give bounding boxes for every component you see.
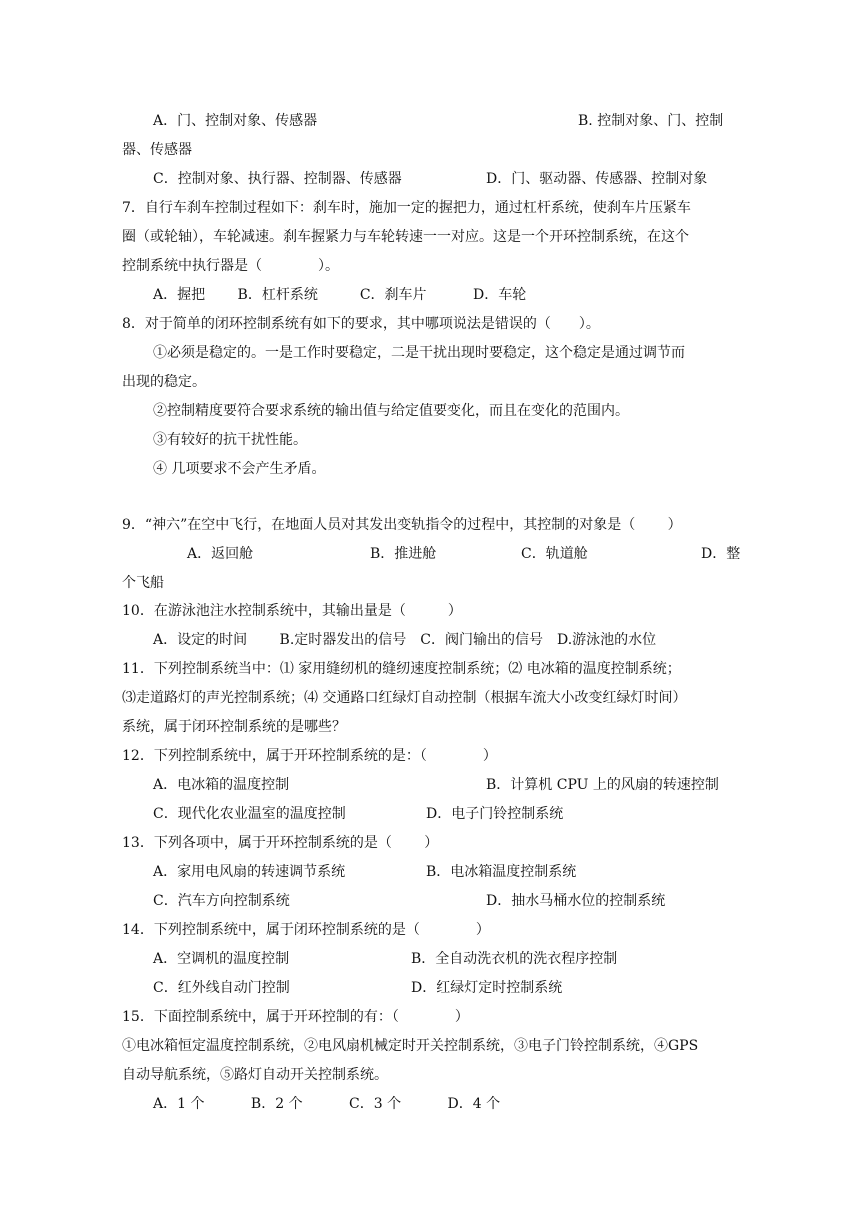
q9-option-c: C．轨道舱 [521, 546, 588, 562]
q13-stem: 13．下列各项中，属于开环控制系统的是（ ） [122, 835, 439, 851]
q14-stem: 14．下列控制系统中，属于闭环控制系统的是（ ） [122, 922, 490, 938]
q13-option-d: D．抽水马桶水位的控制系统 [486, 893, 666, 909]
q13-option-b: B．电冰箱温度控制系统 [426, 864, 577, 880]
q12-stem: 12．下列控制系统中，属于开环控制系统的是：（ ） [122, 748, 497, 764]
q10-stem: 10．在游泳池注水控制系统中，其输出量是（ ） [122, 603, 462, 619]
q9-stem: 9．“神六”在空中飞行，在地面人员对其发出变轨指令的过程中，其控制的对象是（ ） [122, 517, 682, 533]
q15-items-line-2: 自动导航系统，⑤路灯自动开关控制系统。 [122, 1067, 388, 1083]
q10-options: A．设定的时间 B.定时器发出的信号 C．阀门输出的信号 D.游泳池的水位 [153, 632, 657, 648]
q6-option-d: D．门、驱动器、传感器、控制对象 [486, 171, 708, 187]
q8-item-3: ③有较好的抗干扰性能。 [153, 432, 307, 448]
q8-item-4: ④ 几项要求不会产生矛盾。 [153, 461, 326, 477]
q12-option-b: B．计算机 CPU 上的风扇的转速控制 [486, 777, 719, 793]
q7-stem-line-1: 7．自行车刹车控制过程如下：刹车时，施加一定的握把力，通过杠杆系统，使刹车片压紧车 [122, 200, 691, 216]
q15-items-line-1: ①电冰箱恒定温度控制系统，②电风扇机械定时开关控制系统，③电子门铃控制系统，④GPS [122, 1038, 699, 1054]
q7-options: A．握把 B．杠杆系统 C．刹车片 D．车轮 [153, 287, 527, 303]
q11-stem-line-1: 11．下列控制系统当中：⑴ 家用缝纫机的缝纫速度控制系统；⑵ 电冰箱的温度控制系统； [122, 661, 681, 677]
q6-option-c: C．控制对象、执行器、控制器、传感器 [153, 171, 402, 187]
q9-option-a: A．返回舱 [187, 546, 254, 562]
q8-item-1-continued: 出现的稳定。 [122, 374, 206, 390]
q11-stem-line-3: 系统，属于闭环控制系统的是哪些？ [122, 719, 346, 735]
q14-option-c: C．红外线自动门控制 [153, 980, 290, 996]
q6-option-a: A．门、控制对象、传感器 [153, 113, 318, 129]
q13-option-a: A．家用电风扇的转速调节系统 [153, 864, 346, 880]
q9-option-d-continued: 个飞船 [122, 575, 164, 591]
q12-option-c: C．现代化农业温室的温度控制 [153, 806, 346, 822]
q11-stem-line-2: ⑶走道路灯的声光控制系统；⑷ 交通路口红绿灯自动控制（根据车流大小改变红绿灯时间） [122, 690, 687, 706]
q6-option-b: B. 控制对象、门、控制 [578, 113, 724, 129]
q6-option-b-continued: 器、传感器 [122, 142, 192, 158]
q7-stem-line-2: 圈（或轮轴），车轮减速。刹车握紧力与车轮转速一一对应。这是一个开环控制系统，在这个 [122, 229, 689, 245]
q7-stem-line-3: 控制系统中执行器是（ ）。 [122, 258, 339, 274]
q8-stem: 8．对于简单的闭环控制系统有如下的要求，其中哪项说法是错误的（ ）。 [122, 316, 600, 332]
q9-option-d: D．整 [701, 546, 741, 562]
q12-option-a: A．电冰箱的温度控制 [153, 777, 290, 793]
q9-option-b: B．推进舱 [370, 546, 437, 562]
q15-options: A．1 个 B．2 个 C．3 个 D．4 个 [153, 1096, 501, 1112]
q14-option-d: D．红绿灯定时控制系统 [411, 980, 563, 996]
q15-stem: 15．下面控制系统中，属于开环控制的有：（ ） [122, 1009, 469, 1025]
q14-option-a: A．空调机的温度控制 [153, 951, 290, 967]
q12-option-d: D．电子门铃控制系统 [426, 806, 564, 822]
q13-option-c: C．汽车方向控制系统 [153, 893, 290, 909]
q14-option-b: B．全自动洗衣机的洗衣程序控制 [411, 951, 618, 967]
q8-item-2: ②控制精度要符合要求系统的输出值与给定值要变化，而且在变化的范围内。 [153, 403, 629, 419]
q8-item-1: ①必须是稳定的。一是工作时要稳定，二是干扰出现时要稳定，这个稳定是通过调节而 [153, 345, 685, 361]
